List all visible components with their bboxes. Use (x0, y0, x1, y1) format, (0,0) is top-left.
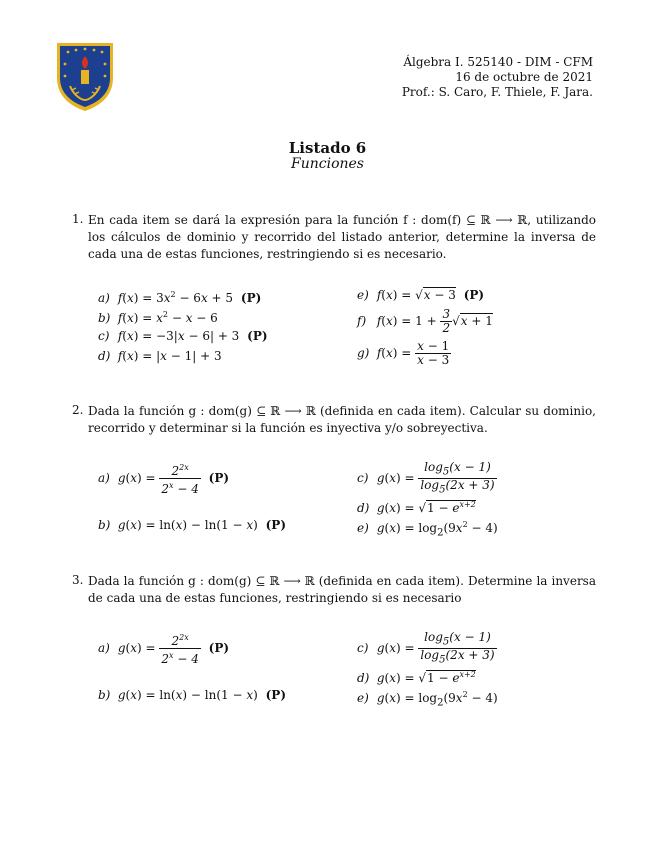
problem-3-item-d (357, 668, 476, 685)
problem-1-item-e (357, 288, 484, 302)
item-label: e) (357, 691, 369, 705)
problem-3-item-b (98, 688, 286, 702)
practice-mark: (P) (265, 688, 287, 702)
problem-3-item-a (98, 631, 229, 666)
problem-1-item-c (98, 329, 268, 343)
course-info: Álgebra I. 525140 - DIM - CFM (403, 55, 593, 69)
item-label: d) (357, 501, 370, 515)
date: 16 de octubre de 2021 (455, 70, 593, 84)
item-label: g) (357, 346, 370, 360)
item-expression: g(x) = ln(x) − ln(1 − x) (117, 518, 258, 532)
problem-2-item-e (357, 518, 498, 540)
problem-1-item-g (357, 340, 451, 367)
problem-1-text: En cada item se dará la expresión para la función f : dom(f) ⊆ ℝ ⟶ ℝ, utilizando los cálculos de dominio y recorrido del listado anterior, determine la inversa de cada una de estas funciones, restringiendo si es necesario. (88, 213, 596, 261)
item-expression: f(x) = 1 + $\frac{3}{2}$ √x + 1 (376, 307, 493, 335)
practice-mark: (P) (240, 291, 262, 305)
item-label: d) (98, 349, 111, 363)
problem-2-item-c (357, 461, 497, 497)
item-expression: $g(x) = \log_2(9x^2 - 4)$ (376, 520, 498, 539)
page-subtitle: Funciones (291, 156, 364, 172)
item-expression: $g(x) = √1 - e^{x+2}$ (376, 670, 476, 685)
item-expression: g(x) = $\frac{2^{2x}}{2^x - 4}$ (117, 633, 199, 666)
item-label: d) (357, 671, 370, 685)
item-expression: f(x) = |x − 1| + 3 (117, 349, 222, 363)
practice-mark: (P) (208, 641, 230, 655)
problem-2-number: 2. (72, 403, 84, 417)
page-title: Listado 6 (288, 139, 367, 157)
item-expression: $f(x) = 3x^2 - 6x + 5$ (117, 290, 234, 305)
item-expression: f(x) = √x − 3 (376, 288, 456, 302)
item-label: c) (357, 471, 369, 486)
problem-1-item-a (98, 288, 261, 305)
item-expression: $g(x) = √1 - e^{x+2}$ (376, 500, 476, 515)
item-label: c) (357, 641, 369, 656)
item-expression: f(x) = $\frac{x - 1}{x - 3}$ (376, 339, 450, 367)
practice-mark: (P) (463, 288, 485, 302)
item-label: c) (98, 329, 110, 343)
item-label: a) (98, 291, 110, 305)
problem-3-item-c (357, 631, 497, 667)
item-expression: $g(x) = \log_2(9x^2 - 4)$ (376, 690, 498, 709)
item-label: b) (98, 688, 111, 702)
practice-mark: (P) (208, 471, 230, 485)
item-label: e) (357, 288, 369, 302)
item-expression: f(x) = −3|x − 6| + 3 (117, 329, 240, 343)
practice-mark: (P) (265, 518, 287, 532)
item-label: a) (98, 641, 110, 655)
item-expression: g(x) = ln(x) − ln(1 − x) (117, 688, 258, 702)
item-expression: $f(x) = x^2 - x - 6$ (117, 310, 218, 325)
item-expression: g(x) = $\frac{\log_5(x - 1)}{\log_5(2x + 3)}$ (376, 460, 495, 496)
problem-3-number: 3. (72, 573, 84, 587)
practice-mark: (P) (247, 329, 268, 343)
item-label: a) (98, 471, 110, 485)
item-expression: g(x) = $\frac{2^{2x}}{2^x - 4}$ (117, 463, 199, 496)
problem-1-item-b (98, 308, 218, 325)
problem-3-item-e (357, 688, 498, 710)
university-crest-logo (56, 42, 114, 112)
problem-1-item-d (98, 349, 222, 363)
item-label: f) (357, 314, 367, 328)
item-label: e) (357, 521, 369, 535)
problem-1-number: 1. (72, 212, 84, 226)
problem-2-item-a (98, 461, 229, 496)
problem-3-text: Dada la función g : dom(g) ⊆ ℝ ⟶ ℝ (definida en cada item). Determine la inversa de cada una de estas funciones, restringiendo si es necesario (88, 574, 596, 605)
problem-1-item-f (357, 308, 493, 335)
professors: Prof.: S. Caro, F. Thiele, F. Jara. (401, 85, 593, 99)
item-expression: g(x) = $\frac{\log_5(x - 1)}{\log_5(2x + 3)}$ (376, 630, 495, 666)
problem-2-item-d (357, 498, 476, 515)
item-label: b) (98, 311, 111, 325)
problem-2-text: Dada la función g : dom(g) ⊆ ℝ ⟶ ℝ (definida en cada item). Calcular su dominio, recorrido y determinar si la función es inyectiva y/o sobreyectiva. (88, 404, 596, 435)
item-label: b) (98, 518, 111, 532)
problem-2-item-b (98, 518, 286, 532)
